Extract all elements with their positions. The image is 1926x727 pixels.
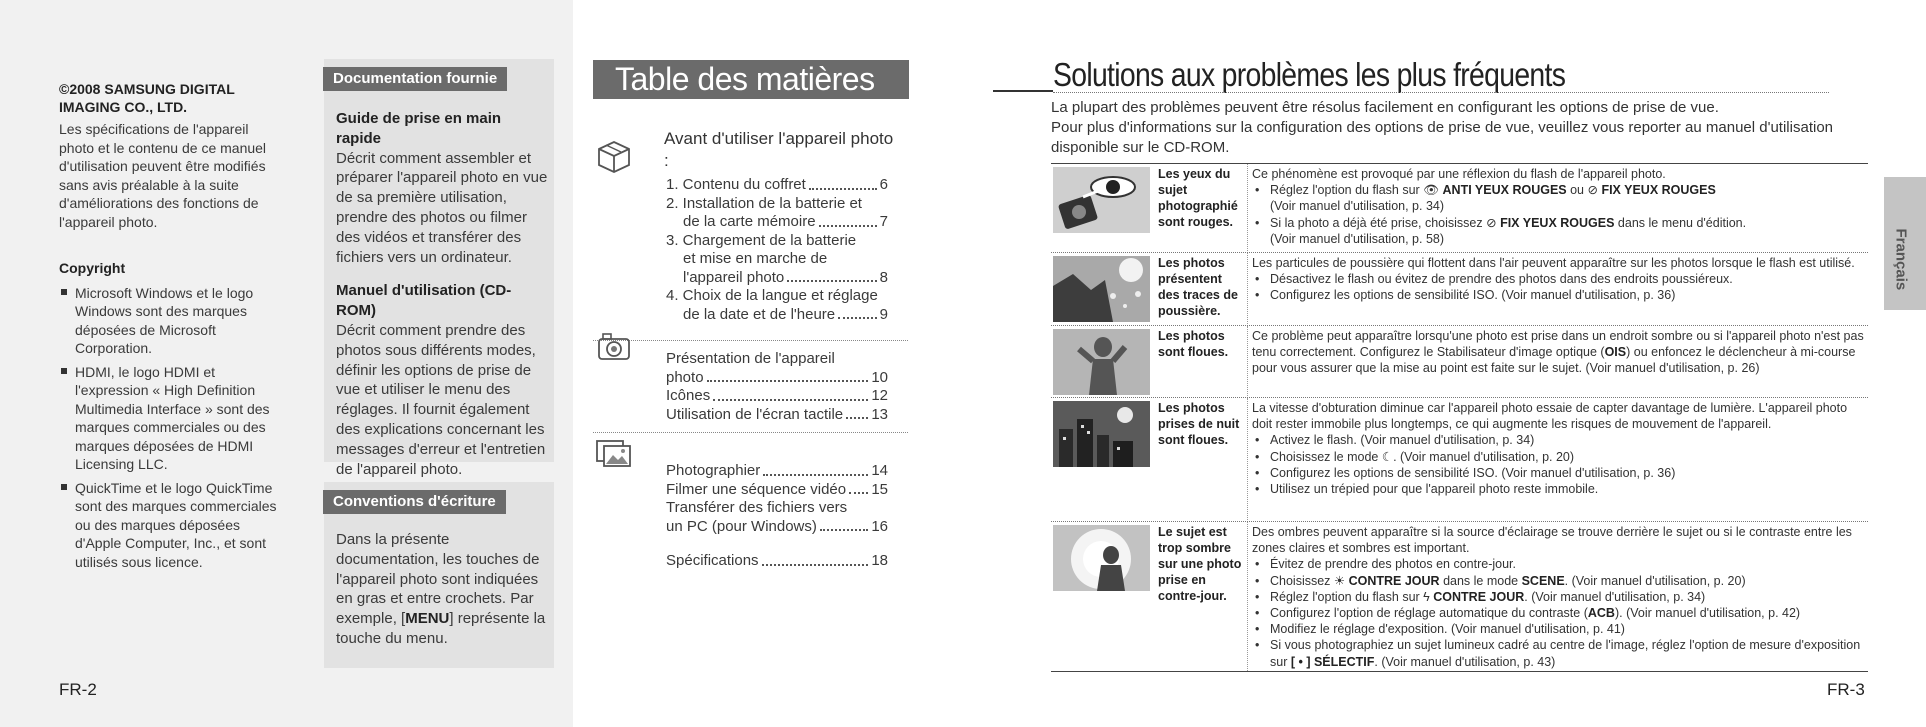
list-item: • Activez le flash. (Voir manuel d'utilisation, p. 34) <box>1252 432 1868 448</box>
toc-section-title: Avant d'utiliser l'appareil photo : <box>664 129 894 170</box>
list-item: Microsoft Windows et le logo Windows sont des marques déposées de Microsoft Corporation. <box>59 284 284 358</box>
doc-item-text: Décrit comment prendre des photos sous différents modes, définir les options de prise de vue et utiliser le menu des réglages. Il fournit également des explications concernant les messages d'erreur et l'entretien de l'appareil photo. <box>336 321 546 478</box>
camera-icon <box>593 325 635 367</box>
toc-entry[interactable]: 3. Chargement de la batterie et mise en marche de l'appareil photo 8 <box>666 231 888 286</box>
list-item: HDMI, le logo HDMI et l'expression « High Definition Multimedia Interface » sont des marques commerciales ou des marques déposées de HDMI Licensing LLC. <box>59 363 284 474</box>
conventions-text: Dans la présente documentation, les touches de l'appareil photo sont indiquées en gras et entre crochets. Par exemple, [MENU] représente la touche du menu. <box>336 531 546 647</box>
page-title: Solutions aux problèmes les plus fréquents <box>1053 56 1566 93</box>
toc-entries <box>666 176 888 324</box>
intro-text: La plupart des problèmes peuvent être résolus facilement en configurant les options de prise de vue. Pour plus d'informations sur la configuration des options de prise de vue, veuillez vous reporter au manuel d'utilisation disponible sur le CD-ROM. <box>1051 99 1833 156</box>
toc-entry[interactable]: Utilisation de l'écran tactile 13 <box>666 405 888 423</box>
documentation-box <box>324 59 554 478</box>
list-item: QuickTime et le logo QuickTime sont des marques commerciales ou des marques déposées d'Apple Computer, Inc., et sont utilisés sous licence. <box>59 479 284 572</box>
menu-key: MENU <box>405 610 450 628</box>
toc-entry[interactable]: Photographier 14 <box>666 462 888 479</box>
copyright-block <box>59 80 284 576</box>
doc-item-title: Manuel d'utilisation (CD-ROM) <box>336 282 512 320</box>
solution-text: Des ombres peuvent apparaître si la source d'éclairage se trouve derrière le sujet ou si le contraste entre les zones claires et sombres est important. • Évitez de prendre des photos en contre-jour. • Choisissez ☀ CONTRE JOUR dans le mode SCENE. (Voir manuel d'utilisation, p. 20) • Réglez l'option du flash sur ϟ CONTRE JOUR. (Voir manuel d'utilisation, p. 34) • Configurez l'option de réglage automatique du contraste (ACB). (Voir manuel d'utilisation, p. 42) • Modifiez le réglage d'exposition. (Voir manuel d'utilisation, p. 41) • Si vous photographiez un sujet lumineux cadré au centre de l'image, réglez l'option de mesure d'exposition sur [ • ] SÉLECTIF. (Voir manuel d'utilisation, p. 43) <box>1252 524 1868 670</box>
list-item: • Choisissez le mode ☾. (Voir manuel d'utilisation, p. 20) <box>1252 449 1868 465</box>
toc-entry[interactable]: Filmer une séquence vidéo 15 <box>666 480 888 498</box>
toc-page <box>573 0 963 727</box>
toc-entry[interactable]: Transférer des fichiers vers un PC (pour Windows) 16 <box>666 499 888 535</box>
table-row <box>1051 397 1868 520</box>
problem-label: Les photos présentent des traces de poussière. <box>1158 256 1238 318</box>
backlight-illustration <box>1053 525 1150 591</box>
table-row <box>1051 521 1868 671</box>
scene-mode-label: SCENE <box>1521 573 1565 588</box>
list-item: • Choisissez ☀ CONTRE JOUR dans le mode SCENE. (Voir manuel d'utilisation, p. 20) <box>1252 573 1868 589</box>
solution-text: Les particules de poussière qui flottent dans l'air peuvent apparaître sur les photos lorsque le flash est utilisé. • Désactivez le flash ou évitez de prendre des photos dans des endroits poussiéreux. • Configurez les options de sensibilité ISO. (Voir manuel d'utilisation, p. 36) <box>1252 255 1868 304</box>
red-eye-illustration <box>1053 167 1150 233</box>
doc-item-title: Guide de prise en main rapide <box>336 110 502 147</box>
toc-entry[interactable]: Présentation de l'appareil photo 10 <box>666 350 888 386</box>
list-item: • Utilisez un trépied pour que l'appareil photo reste immobile. <box>1252 481 1868 497</box>
title-dotted-line <box>1053 92 1829 93</box>
title-rule <box>993 90 1053 92</box>
toc-entry[interactable]: 4. Choix de la langue et réglage de la date et de l'heure 9 <box>666 287 888 323</box>
red-eye-icon: 👁 <box>1423 183 1443 198</box>
dust-illustration <box>1053 256 1150 322</box>
problem-label: Les yeux du sujet photographié sont rouges. <box>1158 167 1238 229</box>
list-item: • Désactivez le flash ou évitez de prendre des photos dans des endroits poussiéreux. <box>1252 271 1868 287</box>
blurry-illustration <box>1053 329 1150 395</box>
night-mode-icon: ☾ <box>1381 449 1394 464</box>
page-number: FR-3 <box>1827 680 1865 699</box>
copyright-heading: ©2008 SAMSUNG DIGITAL IMAGING CO., LTD. <box>59 81 235 115</box>
doc-item-text: Décrit comment assembler et préparer l'appareil photo en vue de sa première utilisation, prendre des photos ou filmer des vidéos et transférer des fichiers vers un ordinateur. <box>336 149 548 266</box>
red-eye-fix-icon: ⊘ <box>1587 183 1602 198</box>
solution-text: La vitesse d'obturation diminue car l'appareil photo essaie de capter davantage de lumière. L'appareil photo doit rester immobile plus longtemps, ce qui augmente les risques de mouvement de l'appareil. • Activez le flash. (Voir manuel d'utilisation, p. 34) • Choisissez le mode ☾. (Voir manuel d'utilisation, p. 20) • Configurez les options de sensibilité ISO. (Voir manuel d'utilisation, p. 36) • Utilisez un trépied pour que l'appareil photo reste immobile. <box>1252 400 1868 497</box>
list-item: • Réglez l'option du flash sur ϟ CONTRE JOUR. (Voir manuel d'utilisation, p. 34) <box>1252 589 1868 605</box>
conventions-box <box>324 482 554 668</box>
toc-entry[interactable]: Icônes 12 <box>666 387 888 404</box>
flash-icon: ϟ <box>1423 589 1434 604</box>
box-icon <box>593 134 635 176</box>
solution-text: Ce problème peut apparaître lorsqu'une photo est prise dans un endroit sombre ou si l'appareil photo n'est pas tenu correctement. Configurez le Stabilisateur d'image optique (OIS) ou enfoncez le déclencheur à mi-course pour vous assurer que la mise au point est faite sur le sujet. (Voir manuel d'utilisation, p. 26) <box>1252 329 1864 376</box>
copyright-title: Copyright <box>59 260 126 276</box>
problem-label: Les photos sont floues. <box>1158 329 1229 359</box>
night-illustration <box>1053 401 1150 467</box>
copyright-text: Les spécifications de l'appareil photo et le contenu de ce manuel d'utilisation peuvent être modifiés sans avis préalable à la suite d'améliorations des fonctions de l'appareil photo. <box>59 121 267 230</box>
problem-label: Les photos prises de nuit sont floues. <box>1158 401 1240 447</box>
table-row <box>1051 252 1868 324</box>
problem-label: Le sujet est trop sombre sur une photo prise en contre-jour. <box>1158 525 1242 603</box>
list-item: • Configurez l'option de réglage automatique du contraste (ACB). (Voir manuel d'utilisation, p. 42) <box>1252 605 1868 621</box>
toc-divider <box>593 340 908 341</box>
toc-entry[interactable]: 2. Installation de la batterie et de la carte mémoire 7 <box>666 194 888 230</box>
table-row <box>1051 163 1868 251</box>
backlight-icon: ☀ <box>1333 573 1349 588</box>
toc-entries <box>666 462 888 571</box>
toc-title: Table des matières <box>593 60 909 99</box>
documentation-tab: Documentation fournie <box>323 67 507 91</box>
photos-icon <box>593 431 635 473</box>
page-number: FR-2 <box>59 680 97 699</box>
list-item: • Configurez les options de sensibilité ISO. (Voir manuel d'utilisation, p. 36) <box>1252 287 1868 303</box>
right-page <box>963 0 1926 727</box>
list-item: • Réglez l'option du flash sur 👁 ANTI YEUX ROUGES ou ⊘ FIX YEUX ROUGES (Voir manuel d'utilisation, p. 34) <box>1252 182 1868 214</box>
toc-entries <box>666 350 888 424</box>
table-row <box>1051 325 1868 396</box>
toc-entry[interactable]: Spécifications 18 <box>666 552 888 569</box>
copyright-list <box>59 284 284 572</box>
language-label: Français <box>1892 228 1910 291</box>
toc-divider <box>593 432 908 433</box>
solution-text: Ce phénomène est provoqué par une réflexion du flash de l'appareil photo. • Réglez l'option du flash sur 👁 ANTI YEUX ROUGES ou ⊘ FIX YEUX ROUGES (Voir manuel d'utilisation, p. 34) • Si la photo a déjà été prise, choisissez ⊘ FIX YEUX ROUGES dans le menu d'édition. (Voir manuel d'utilisation, p. 58) <box>1252 166 1868 247</box>
list-item: • Configurez les options de sensibilité ISO. (Voir manuel d'utilisation, p. 36) <box>1252 465 1868 481</box>
red-eye-fix-icon: ⊘ <box>1486 215 1501 230</box>
list-item: • Modifiez le réglage d'exposition. (Voir manuel d'utilisation, p. 41) <box>1252 621 1868 637</box>
left-page <box>0 0 573 727</box>
toc-entry[interactable]: 1. Contenu du coffret 6 <box>666 176 888 193</box>
list-item: • Si vous photographiez un sujet lumineux cadré au centre de l'image, réglez l'option de mesure d'exposition sur [ • ] SÉLECTIF. (Voir manuel d'utilisation, p. 43) <box>1252 637 1868 669</box>
list-item: • Évitez de prendre des photos en contre-jour. <box>1252 556 1868 572</box>
conventions-tab: Conventions d'écriture <box>323 490 506 514</box>
table-bottom-rule <box>1051 671 1868 672</box>
list-item: • Si la photo a déjà été prise, choisissez ⊘ FIX YEUX ROUGES dans le menu d'édition. (Voir manuel d'utilisation, p. 58) <box>1252 215 1868 247</box>
